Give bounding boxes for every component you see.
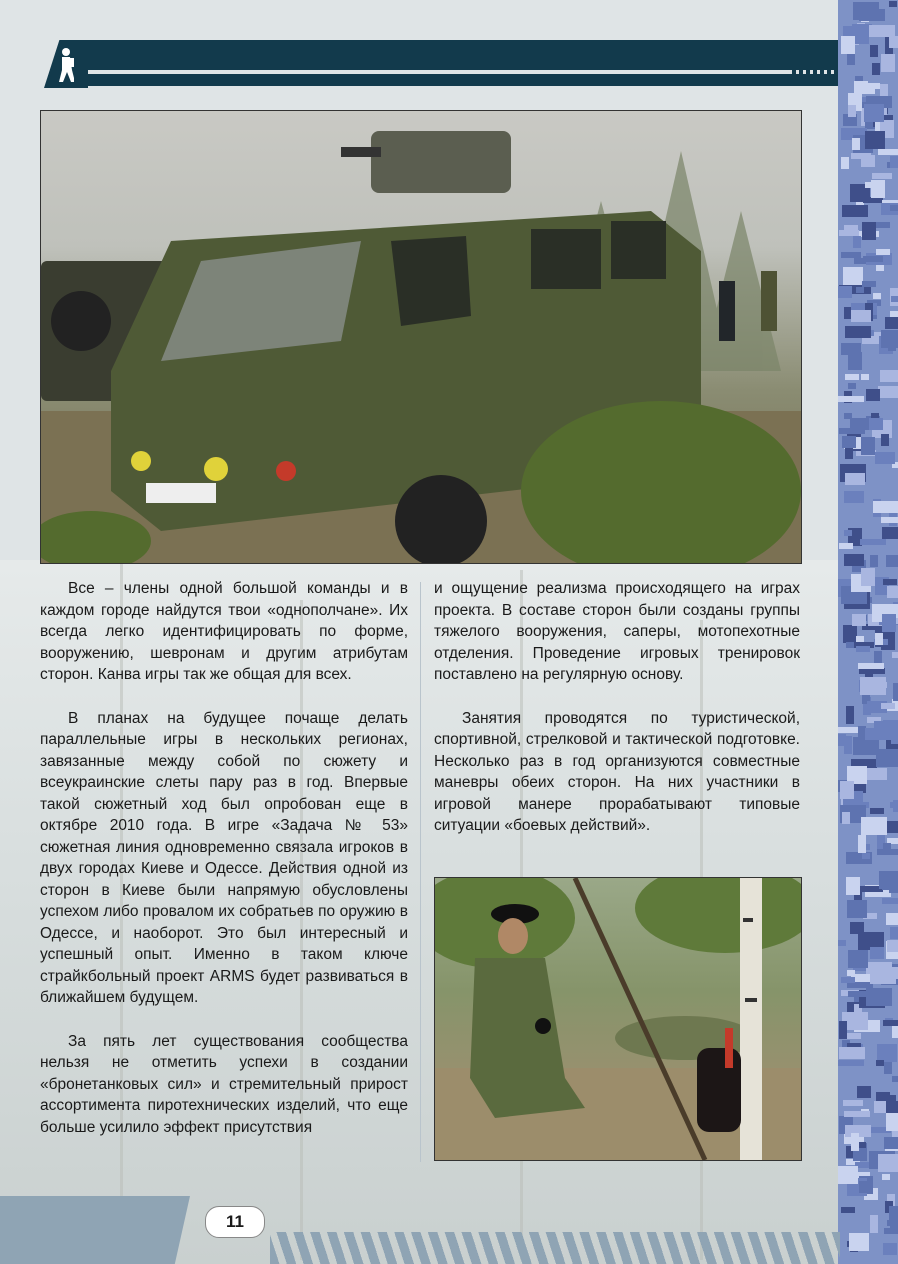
camo-pixel [881,330,898,348]
camo-pixel [882,527,898,539]
camo-pixel [892,1076,898,1082]
banner-top-stripe [74,40,838,70]
camo-pixel [861,88,875,94]
camo-pixel [844,530,852,536]
footer-hatch [270,1232,840,1264]
camo-pixel [883,579,897,585]
camo-pixel [845,374,859,380]
camo-pixel [870,555,878,567]
camo-pixel [846,642,854,648]
camo-pixel [844,225,858,231]
camo-pixel [851,1133,859,1151]
camo-pixel [851,310,871,322]
camo-pixel [861,374,869,380]
camo-pixel [861,155,875,167]
camo-pixel [843,1100,863,1106]
camo-pixel [862,222,876,240]
camo-pixel [867,768,887,780]
camo-pixel [870,972,896,984]
camo-pixel [876,749,898,767]
camo-pixel [845,473,865,485]
camo-pixel [876,249,890,255]
camo-pixel [865,182,873,188]
camo-pixel [838,1166,858,1184]
camo-pixel [885,317,898,329]
camo-pixel [871,180,885,198]
camo-pixel [841,1207,855,1213]
camo-pixel [858,835,866,853]
camo-pixel [859,1181,867,1193]
camo-pixel [860,677,886,695]
camo-pixel [887,940,898,952]
paragraph: и ощущение реализма происходящего на играх проекта. В составе сторон были созданы группы тяжелого вооружения, саперы, мотопехотные отделения. Проведение игровых тренировок поставлено на регулярную основу. [434,580,800,683]
camo-pixel [889,1,897,7]
page-number: 11 [205,1206,265,1238]
camo-pixel [892,652,898,658]
camo-pixel [857,1086,871,1098]
camo-pixel [847,900,867,918]
camo-pixel [838,940,846,946]
camo-pixel [873,293,881,299]
camo-pixel [852,614,866,626]
camo-pixel [884,1137,898,1149]
camo-pixel [853,2,879,20]
camo-pixel [843,267,863,285]
camo-pixel [870,947,884,959]
camo-pixel [842,205,868,217]
camo-pixel [881,434,889,446]
camo-pixel [882,898,898,904]
camo-pixel [839,1047,865,1059]
camo-pixel [870,45,878,57]
camo-pixel [875,452,895,464]
camo-pixel [841,252,861,258]
camo-pixel [848,352,862,370]
camo-pixel [848,950,868,968]
camo-pixel [887,586,898,598]
camo-pixel [840,781,854,799]
camo-pixel [845,326,871,338]
camo-pixel [839,543,853,549]
camo-pixel [844,554,864,566]
camo-pixel [876,222,890,228]
footer-bar [0,1196,190,1264]
camo-pixel [878,149,898,155]
camo-pixel [844,1111,870,1117]
camo-pixel [858,663,884,669]
camo-pixel [870,808,884,814]
camo-pixel [862,281,876,287]
paragraph: Все – члены одной большой команды и в каждом городе найдутся твои «однополчане». Их всегда легко идентифицировать по форме, вооружению, шевронам и другим атрибутам сторон. Канва игры так же общая для всех. [40,580,408,683]
camo-pixel [846,706,854,724]
camo-pixel [856,287,864,293]
camo-pixel [881,54,895,72]
camo-pixel [874,651,882,663]
camo-pixel [877,849,898,855]
camo-pixel [844,491,864,503]
camo-pixel [838,727,858,733]
camo-pixel [875,633,883,645]
camo-pixel [890,156,898,168]
soldier-in-forest-photo [434,877,802,1161]
camo-pixel [848,383,856,389]
camo-pixel [841,36,855,54]
camo-pixel [852,138,860,150]
camo-pixel [839,1021,847,1039]
camo-pixel [876,1060,884,1066]
camo-pixel [869,418,883,430]
camo-pixel [881,517,898,523]
camo-pixel [887,1220,895,1226]
camo-pixel [853,236,861,248]
camo-pixel [886,1113,898,1131]
camo-pixel [846,877,860,895]
paragraph: Занятия проводятся по туристической, спортивной, стрелковой и тактической подготовке. Несколько раз в год организуются совместные маневры обеих сторон. На них участники в игровой манере прорабатывают типовые ситуации «боевых действий». [434,709,800,834]
camo-pixel [884,1228,898,1234]
camouflage-strip [838,0,898,1264]
camo-pixel [838,396,864,402]
camo-pixel [878,386,898,398]
camo-pixel [860,539,886,545]
camo-pixel [889,875,898,893]
camo-pixel [878,1154,898,1172]
camo-pixel [882,614,896,632]
camo-pixel [856,646,870,652]
camo-pixel [870,1215,878,1233]
camo-pixel [865,131,885,149]
camo-pixel [843,625,857,643]
camo-pixel [850,418,870,430]
camo-pixel [890,311,898,317]
camo-pixel [872,173,892,179]
right-column [434,578,800,837]
paragraph: В планах на будущее почаще делать параллельные игры в нескольких регионах, завязанные между собой по сюжету и всеукраинские слеты пару раз в год. Впервые такой сюжетный ход был опробован еще в октябре 2010 года. В игре «Задача № 53» сюжетная линия одновременно связала игроков в двух городах Киеве и Одессе. Действия одной из сторон в Киеве были напрямую обусловлены успехом либо провалом их собратьев по оружию в Одессе, и наоборот. Это был интересный и успешный опыт. Именно в таком ключе страйкбольный проект ARMS будет развиваться в ближайшем будущем. [40,709,408,1006]
camo-pixel [886,913,898,925]
camo-pixel [866,389,880,401]
camo-pixel [841,977,855,983]
camo-pixel [892,1026,898,1038]
paragraph: За пять лет существования сообщества нельзя не отметить успехи в создании «бронетанковых сил» и стремительный прирост ассортимента пиротехнических изделий, что еще больше усилило эффект присутствия [40,1032,408,1136]
uaz-van-photo [40,110,802,564]
camo-pixel [864,104,884,122]
camo-pixel [861,437,875,455]
camo-pixel [861,817,887,835]
camo-pixel [873,501,898,513]
header-banner [44,40,838,88]
camo-pixel [838,286,852,298]
camo-pixel [890,205,898,211]
camo-pixel [866,988,892,1006]
camo-pixel [849,1233,869,1251]
camo-pixel [891,296,898,302]
camo-pixel [861,568,875,586]
camo-pixel [889,36,898,48]
camo-pixel [842,812,850,824]
camo-pixel [880,370,898,382]
banner-bottom-stripe [74,74,838,86]
camo-pixel [883,1020,898,1026]
camo-pixel [842,436,856,448]
camo-pixel [838,1060,864,1066]
camo-pixel [881,703,895,709]
camo-pixel [890,927,898,939]
left-column [40,578,408,1138]
camo-pixel [888,1095,896,1113]
camo-pixel [862,853,870,859]
camo-pixel [865,728,891,740]
camo-pixel [872,63,880,75]
camo-pixel [890,802,898,808]
camo-pixel [884,1062,892,1074]
camo-pixel [880,84,888,96]
column-divider [420,582,421,1162]
camo-pixel [893,683,898,701]
camo-pixel [844,736,852,754]
camo-pixel [869,25,895,37]
camo-pixel [841,157,849,169]
camo-pixel [848,105,856,117]
camo-pixel [883,1243,897,1255]
camo-pixel [882,1174,890,1180]
camo-pixel [886,555,898,567]
camo-pixel [863,256,883,262]
